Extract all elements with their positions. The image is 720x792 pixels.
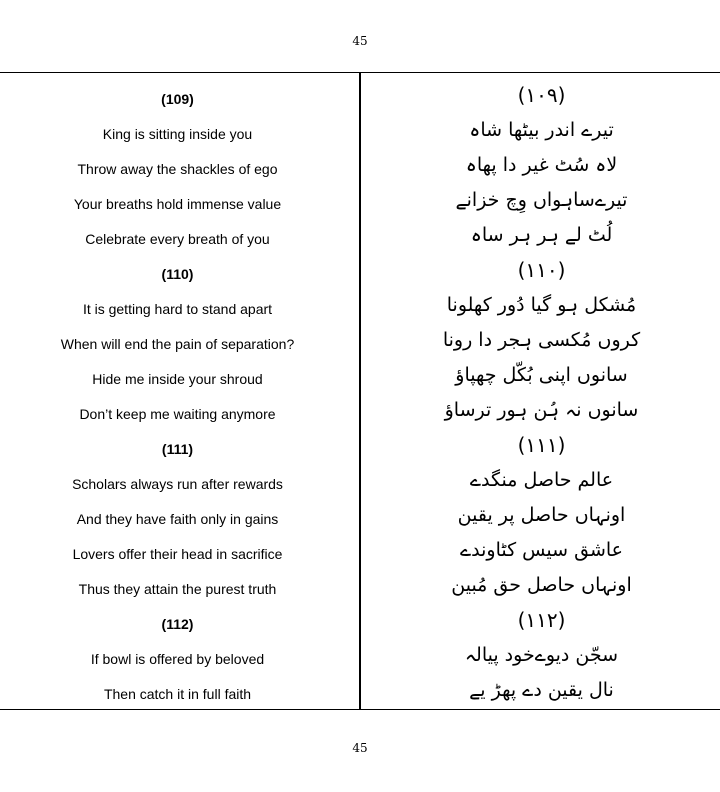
en-verse-line xyxy=(0,326,355,361)
en-verse-line-text: If bowl is offered by beloved xyxy=(90,650,265,667)
en-verse-number xyxy=(0,256,355,291)
ur-verse-line-text: تیرے اندر بیٹھا شاہ xyxy=(469,118,614,141)
ur-verse-line xyxy=(363,532,720,567)
ur-verse-line xyxy=(363,182,720,217)
en-verse-line xyxy=(0,186,355,221)
en-verse-line xyxy=(0,221,355,256)
ur-verse-line-text: سجّن دیوےخود پیالہ xyxy=(464,643,619,666)
ur-verse-line xyxy=(363,217,720,252)
en-verse-line-text: Hide me inside your shroud xyxy=(92,370,263,387)
ur-verse-number xyxy=(363,427,720,462)
en-verse-line xyxy=(0,151,355,186)
page-number-top: 45 xyxy=(352,34,368,48)
ur-verse-line-text: اونہاں حاصل پر یقین xyxy=(457,503,626,526)
ur-verse-line-text: سانوں نہ ہُن ہور ترساؤ xyxy=(444,398,639,421)
english-column xyxy=(0,81,355,711)
ur-verse-number xyxy=(363,77,720,112)
ur-verse-number-text: (۱۱۰) xyxy=(517,257,566,282)
ur-verse-number-text: (۱۰۹) xyxy=(517,82,566,107)
ur-verse-number xyxy=(363,252,720,287)
verse-table xyxy=(0,72,720,710)
en-verse-line xyxy=(0,641,355,676)
en-verse-line xyxy=(0,291,355,326)
ur-verse-line xyxy=(363,147,720,182)
ur-verse-line-text: عاشق سیس کٹاوندے xyxy=(460,538,623,561)
en-verse-number-text: (112) xyxy=(161,615,194,632)
ur-verse-number-text: (۱۱۱) xyxy=(517,432,566,457)
en-verse-line xyxy=(0,396,355,431)
ur-verse-line xyxy=(363,567,720,602)
en-verse-line-text: King is sitting inside you xyxy=(102,125,253,142)
en-verse-line-text: Lovers offer their head in sacrifice xyxy=(72,545,283,562)
en-verse-line-text: Don’t keep me waiting anymore xyxy=(79,405,276,422)
en-verse-line-text: And they have faith only in gains xyxy=(76,510,279,527)
ur-verse-line xyxy=(363,112,720,147)
en-verse-line-text: Scholars always run after rewards xyxy=(72,475,283,492)
en-verse-line xyxy=(0,571,355,606)
en-verse-number-text: (110) xyxy=(161,265,194,282)
ur-verse-line-text: لُٹ لے ہر ہر ساہ xyxy=(470,223,613,246)
en-verse-line xyxy=(0,116,355,151)
ur-verse-line xyxy=(363,497,720,532)
en-verse-number-text: (111) xyxy=(161,440,194,457)
ur-verse-line xyxy=(363,637,720,672)
ur-verse-line-text: تیرےساہواں وِچ خزانے xyxy=(455,188,628,211)
en-verse-line xyxy=(0,676,355,711)
en-verse-line-text: Then catch it in full faith xyxy=(103,685,252,702)
en-verse-number xyxy=(0,431,355,466)
ur-verse-number xyxy=(363,602,720,637)
ur-verse-line-text: مُشکل ہو گیا دُور کھلونا xyxy=(446,293,637,316)
en-verse-line xyxy=(0,536,355,571)
en-verse-line xyxy=(0,501,355,536)
ur-verse-line xyxy=(363,357,720,392)
ur-verse-line xyxy=(363,392,720,427)
urdu-column xyxy=(363,77,720,707)
ur-verse-line-text: سانوں اپنی بُکّل چھپاؤ xyxy=(455,363,628,386)
en-verse-line-text: Celebrate every breath of you xyxy=(85,230,270,247)
ur-verse-line-text: عالم حاصل منگدے xyxy=(469,468,614,491)
en-verse-line-text: Throw away the shackles of ego xyxy=(77,160,278,177)
en-verse-line xyxy=(0,466,355,501)
ur-verse-line xyxy=(363,287,720,322)
ur-verse-line-text: اونہاں حاصل حق مُبین xyxy=(451,573,632,596)
en-verse-number xyxy=(0,606,355,641)
en-verse-line-text: When will end the pain of separation? xyxy=(60,335,295,352)
column-divider xyxy=(359,73,361,709)
en-verse-line-text: Thus they attain the purest truth xyxy=(78,580,277,597)
en-verse-line xyxy=(0,361,355,396)
ur-verse-line-text: نال یقین دے پھڑ یے xyxy=(469,678,614,701)
en-verse-number-text: (109) xyxy=(161,90,194,107)
en-verse-line-text: It is getting hard to stand apart xyxy=(82,300,273,317)
page-number-bottom: 45 xyxy=(352,741,368,755)
ur-verse-line-text: کروں مُکسی ہجر دا رونا xyxy=(442,328,641,351)
ur-verse-line xyxy=(363,322,720,357)
ur-verse-line xyxy=(363,672,720,707)
ur-verse-number-text: (۱۱۲) xyxy=(517,607,566,632)
en-verse-line-text: Your breaths hold immense value xyxy=(73,195,282,212)
ur-verse-line-text: لاہ سُٹ غیر دا پھاہ xyxy=(465,153,618,176)
ur-verse-line xyxy=(363,462,720,497)
en-verse-number xyxy=(0,81,355,116)
